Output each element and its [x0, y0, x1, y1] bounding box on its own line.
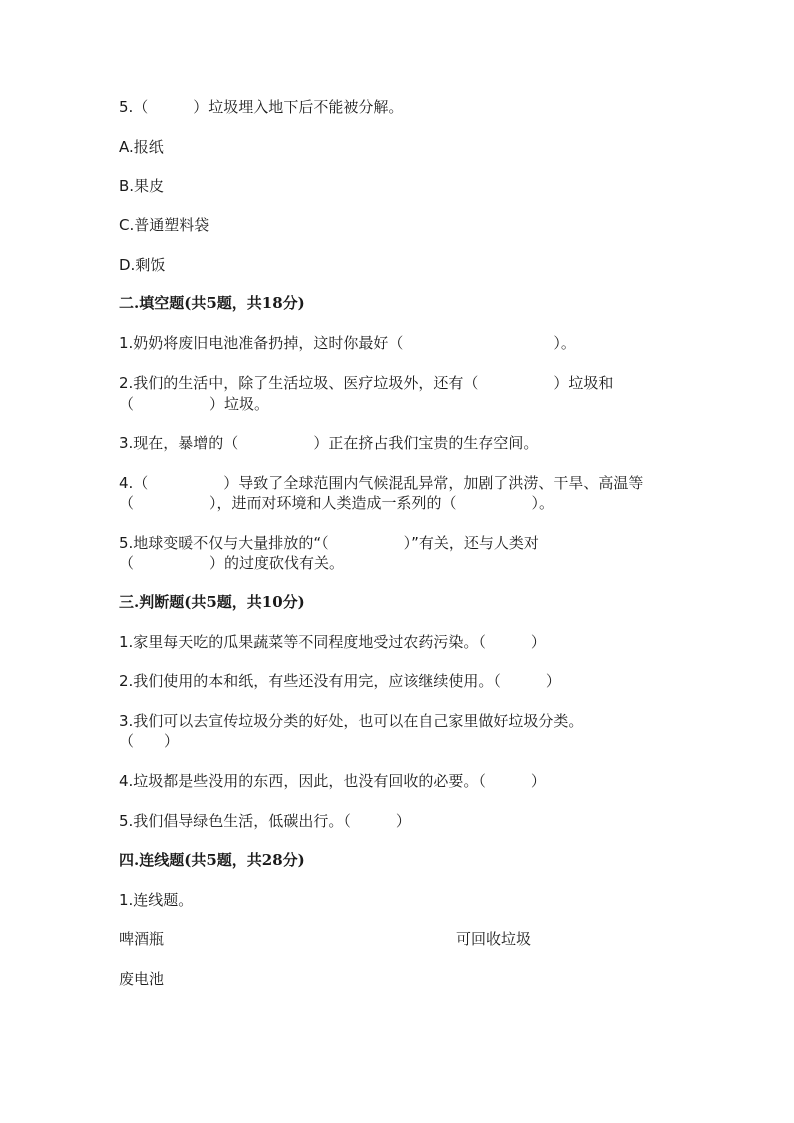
- match-left-item-2: 废电池: [119, 970, 165, 988]
- option-c: C.普通塑料袋: [119, 216, 210, 234]
- fill-question-2-line-1: 2.我们的生活中，除了生活垃圾、医疗垃圾外，还有（ ）垃圾和: [119, 374, 614, 392]
- judge-question-3-line-2: （ ）: [119, 732, 180, 750]
- option-b: B.果皮: [119, 177, 165, 195]
- option-d: D.剩饭: [119, 256, 166, 274]
- fill-question-1: 1.奶奶将废旧电池准备扔掉，这时你最好（ ）。: [119, 334, 576, 352]
- fill-question-2-line-2: （ ）垃圾。: [119, 395, 270, 413]
- mc-question-5: 5.（ ）垃圾埋入地下后不能被分解。: [119, 98, 404, 116]
- judge-question-1: 1.家里每天吃的瓜果蔬菜等不同程度地受过农药污染。（ ）: [119, 633, 546, 651]
- judge-question-5: 5.我们倡导绿色生活，低碳出行。（ ）: [119, 812, 411, 830]
- match-heading: 四.连线题(共5题，共28分): [119, 851, 305, 869]
- judge-heading: 三.判断题(共5题，共10分): [119, 593, 305, 611]
- fill-question-4-line-1: 4.（ ）导致了全球范围内气候混乱异常，加剧了洪涝、干旱、高温等: [119, 474, 644, 492]
- fill-question-3: 3.现在，暴增的（ ）正在挤占我们宝贵的生存空间。: [119, 434, 539, 452]
- match-left-item-1: 啤酒瓶: [119, 930, 165, 948]
- judge-question-4: 4.垃圾都是些没用的东西，因此，也没有回收的必要。（ ）: [119, 772, 546, 790]
- judge-question-2: 2.我们使用的本和纸，有些还没有用完，应该继续使用。（ ）: [119, 672, 561, 690]
- fill-question-5-line-1: 5.地球变暖不仅与大量排放的“（ ）”有关，还与人类对: [119, 534, 539, 552]
- option-a: A.报纸: [119, 138, 164, 156]
- fill-question-4-line-2: （ ），进而对环境和人类造成一系列的（ ）。: [119, 494, 555, 512]
- match-right-item-1: 可回收垃圾: [456, 930, 532, 948]
- judge-question-3-line-1: 3.我们可以去宣传垃圾分类的好处，也可以在自己家里做好垃圾分类。: [119, 712, 584, 730]
- fill-blank-heading: 二.填空题(共5题，共18分): [119, 294, 305, 312]
- fill-question-5-line-2: （ ）的过度砍伐有关。: [119, 554, 345, 572]
- match-question-1: 1.连线题。: [119, 891, 194, 909]
